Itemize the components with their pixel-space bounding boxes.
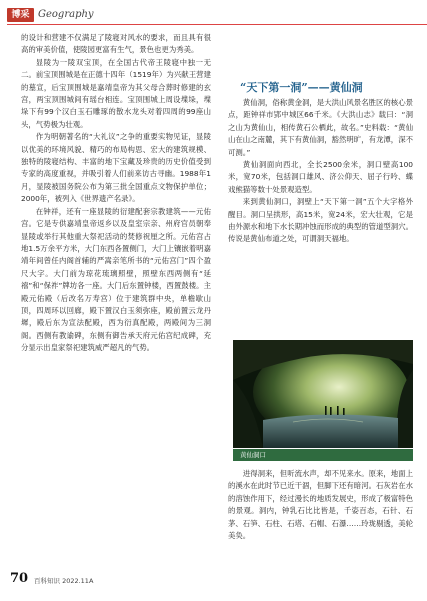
left-paragraph-3: 作为明朝著名的“大礼议”之争的重要实物见证，显陵以优美的环境风貌、精巧的布局构思、宏大的建筑规模、独特的陵寝结构、丰富的地下宝藏及珍贵的历史价值受到专家的高度重视，并吸引着人们前来访古寻幽。1988年1月，显陵被国务院公布为第三批全国重点文物保护单位；2000年，被列入《世界遗产名录》。 [21,132,211,204]
right-paragraph-2: 黄仙洞面向西北，全长2500余米，洞口壁高100米，宽70米，包括洞口雄风、济公仰天、屈子行吟、蝶戏熊猫等数十处景观造型。 [228,160,413,194]
left-paragraph-1: 的设计和营建不仅满足了陵寝对风水的要求，而且具有很高的审美价值，使陵园更富有生气，景色也更为秀美。 [21,33,211,55]
article-section-title: “天下第一洞”——黄仙洞 [240,81,363,94]
page-number: 70 [10,571,29,586]
left-paragraph-2: 显陵为一陵双宝顶，在全国古代帝王陵寝中独一无二。前宝顶围城是在正德十四年（1519年）为兴献王营建的墓宣，后宝顶围城是嘉靖皇帝为其父母合葬时修建的玄宫，两宝顶围城间有瑶台相连。宝顶围城上周设堞垛，堞垛下有99个汉白玉石雕琢的散水龙头对着四周的99座山头，气势极为壮观。 [21,57,211,129]
right-column-bottom [228,468,413,542]
right-paragraph-4: 进得洞来，但听流水声，却不见来水。原来，地面上的溪水在此时节已近干涸，但脚下还有暗河。石灰岩在水的溶蚀作用下，经过漫长的地质发展史，形成了极富特色的景观。洞内，钟乳石比比皆是，千姿百态，石针、石茅、石笋、石柱、石塔、石帽、石瀑……玲珑剔透，美轮美奂。 [228,469,413,541]
right-paragraph-1: 黄仙洞，俗称黄金洞，是大洪山风景名胜区的核心景点，距钟祥市郢中城区66千米。《大洪山志》载曰：“洞之山为黄仙山，相传黄石公栖此，故名。”史料载：“黄仙山在山之南麓，其下有黄仙洞，豁然明旷，有龙潭，深不可测。” [228,98,413,157]
header-divider [7,24,427,25]
left-paragraph-4: 在钟祥，还有一座显陵的衍建配套宗教建筑——元佑宫。它是专供嘉靖皇帝返乡以及皇室宗亲、州府官员朝奉显陵或举行其他重大祭祀活动的焚修祝厘之所。元佑宫占地1.5万余平方米，大门东西各置侧门，大门上镶嵌着明嘉靖年间曾任内阁首辅的严嵩亲笔所书的“元佑宫门”四个盈尺大字。大门前为琼花琉璃照壁，照壁东西两侧有“延禧”和“保祚”牌坊各一座。大门后东置钟楼，西置鼓楼。主殿元佑殿（后改名万寿宫）位于建筑群中央，单檐歇山顶，四周环以回廊，殿下置汉白玉须弥座，殿前置云龙丹墀，殿后东为宣法配殿，西为衍真配殿，两殿间为三洞阁。西侧有教谕碑，东侧有御告承天府元佑宫纪成碑，充分显示出皇家祭祀建筑威严超凡的气势。 [21,206,211,353]
left-column [21,32,211,355]
photo-caption: 黄仙洞口 [233,449,413,461]
publication-source: 百科知识 2022.11A [34,577,94,585]
right-column-top [228,97,413,246]
cave-photo [233,340,413,448]
section-title-en: Geography [38,9,94,20]
right-paragraph-3: 来到黄仙洞口，洞壁上“天下第一洞”五个大字格外醒目。洞口呈拱形，高15米，宽24米，宏大壮观，它是由外源水和地下水长期冲蚀而形成的典型的管道型洞穴。传说是黄仙布道之处，可谓洞天福地。 [228,197,413,244]
section-badge: 博采 [7,8,34,22]
